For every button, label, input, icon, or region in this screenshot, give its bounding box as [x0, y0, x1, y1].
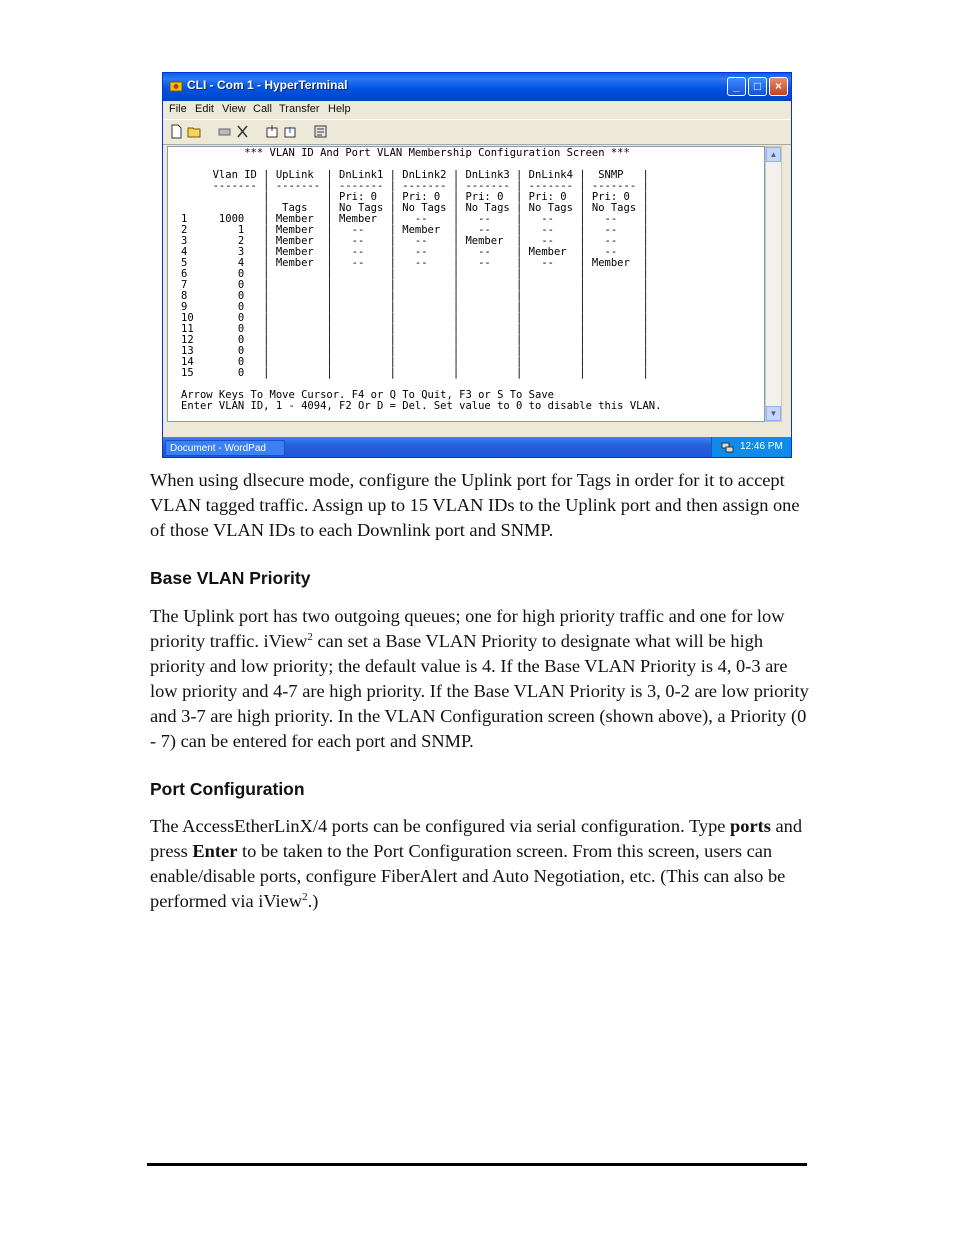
- footer-rule: [147, 1163, 807, 1166]
- close-button[interactable]: ×: [769, 77, 788, 96]
- paragraph-port-configuration: The AccessEtherLinX/4 ports can be configured via serial configuration. Type ports and press Enter to be taken to the Port Configuration screen. From this screen, users can enable/disable ports, configure FiberAlert and Auto Negotiation, etc. (This can also be performed via iView$^2$.): [150, 816, 803, 911]
- hyperterminal-window: [162, 72, 792, 458]
- receive-icon[interactable]: [283, 124, 298, 139]
- connect-icon[interactable]: [217, 124, 232, 139]
- terminal-line: 13 0 | | | | | | |: [181, 345, 649, 357]
- heading-port-configuration: Port Configuration: [150, 779, 305, 799]
- open-icon[interactable]: [187, 124, 202, 139]
- system-tray: [711, 437, 791, 458]
- terminal-line: *** VLAN ID And Port VLAN Membership Configuration Screen ***: [181, 147, 630, 159]
- terminal-line: 4 3 | Member | -- | -- | -- | Member | -- |: [181, 246, 649, 258]
- menu-transfer[interactable]: Transfer: [279, 103, 320, 115]
- terminal-line: 12 0 | | | | | | |: [181, 334, 649, 346]
- taskbar: [163, 437, 791, 458]
- terminal-scrollbar[interactable]: [765, 146, 782, 422]
- scroll-up-arrow-icon[interactable]: ▲: [766, 147, 781, 162]
- terminal-line: ------- | ------- | ------- | ------- | ------- | ------- | ------- |: [181, 180, 649, 192]
- terminal-line: 6 0 | | | | | | |: [181, 268, 649, 280]
- terminal-line: 2 1 | Member | -- | Member | -- | -- | -- |: [181, 224, 649, 236]
- terminal-line: Vlan ID | UpLink | DnLink1 | DnLink2 | DnLink3 | DnLink4 | SNMP |: [181, 169, 649, 181]
- title-bar[interactable]: [163, 73, 791, 101]
- network-icon[interactable]: [721, 441, 734, 454]
- terminal-line: 9 0 | | | | | | |: [181, 301, 649, 313]
- menu-help[interactable]: Help: [328, 103, 351, 115]
- terminal-line: | Tags | No Tags | No Tags | No Tags | No Tags | No Tags |: [181, 202, 649, 214]
- paragraph-dlsecure: When using dlsecure mode, configure the Uplink port for Tags in order for it to accept VLAN tagged traffic. Assign up to 15 VLAN IDs to the Uplink port and then assign one of those VLAN IDs to each Downlink port and SNMP.: [150, 470, 800, 540]
- menu-view[interactable]: View: [222, 103, 246, 115]
- terminal-line: 3 2 | Member | -- | -- | Member | -- | -- |: [181, 235, 649, 247]
- menu-edit[interactable]: Edit: [195, 103, 214, 115]
- taskbar-item-wordpad[interactable]: Document - WordPad: [165, 440, 285, 456]
- clock[interactable]: 12:46 PM: [740, 441, 783, 452]
- paragraph-base-vlan-priority: The Uplink port has two outgoing queues; one for high priority traffic and one for low priority traffic. iView$^2$ can set a Base VLAN Priority to designate what will be high priority and low priority; the default value is 4. If the Base VLAN Priority is 4, 0-3 are low priority and 4-7 are high priority. If the Base VLAN Priority is 3, 0-2 are low priority and 3-7 are high priority. In the VLAN Configuration screen (shown above), a Priority (0 - 7) can be entered for each port and SNMP.: [150, 606, 809, 751]
- terminal-line: 8 0 | | | | | | |: [181, 290, 649, 302]
- terminal-line: 15 0 | | | | | | |: [181, 367, 649, 379]
- terminal-line: Arrow Keys To Move Cursor. F4 or Q To Quit, F3 or S To Save: [181, 389, 554, 401]
- scroll-down-arrow-icon[interactable]: ▼: [766, 406, 781, 421]
- send-icon[interactable]: [265, 124, 280, 139]
- menu-call[interactable]: Call: [253, 103, 272, 115]
- terminal-line: 7 0 | | | | | | |: [181, 279, 649, 291]
- hyperterminal-app-icon: [169, 79, 183, 93]
- new-icon[interactable]: [169, 124, 184, 139]
- terminal-line: 10 0 | | | | | | |: [181, 312, 649, 324]
- terminal-line: | | Pri: 0 | Pri: 0 | Pri: 0 | Pri: 0 | Pri: 0 |: [181, 191, 649, 203]
- terminal-line: 11 0 | | | | | | |: [181, 323, 649, 335]
- terminal-screen[interactable]: [167, 146, 765, 422]
- terminal-line: 14 0 | | | | | | |: [181, 356, 649, 368]
- window-title: CLI - Com 1 - HyperTerminal: [187, 78, 348, 92]
- terminal-line: 1 1000 | Member | Member | -- | -- | -- | -- |: [181, 213, 649, 225]
- minimize-button[interactable]: _: [727, 77, 746, 96]
- properties-icon[interactable]: [313, 124, 328, 139]
- menu-bar: [163, 101, 791, 119]
- terminal-line: 5 4 | Member | -- | -- | -- | -- | Member |: [181, 257, 649, 269]
- terminal-line: Enter VLAN ID, 1 - 4094, F2 Or D = Del. Set value to 0 to disable this VLAN.: [181, 400, 662, 412]
- heading-base-vlan-priority: Base VLAN Priority: [150, 568, 311, 588]
- maximize-button[interactable]: □: [748, 77, 767, 96]
- toolbar: [163, 119, 791, 145]
- menu-file[interactable]: File: [169, 103, 187, 115]
- disconnect-icon[interactable]: [235, 124, 250, 139]
